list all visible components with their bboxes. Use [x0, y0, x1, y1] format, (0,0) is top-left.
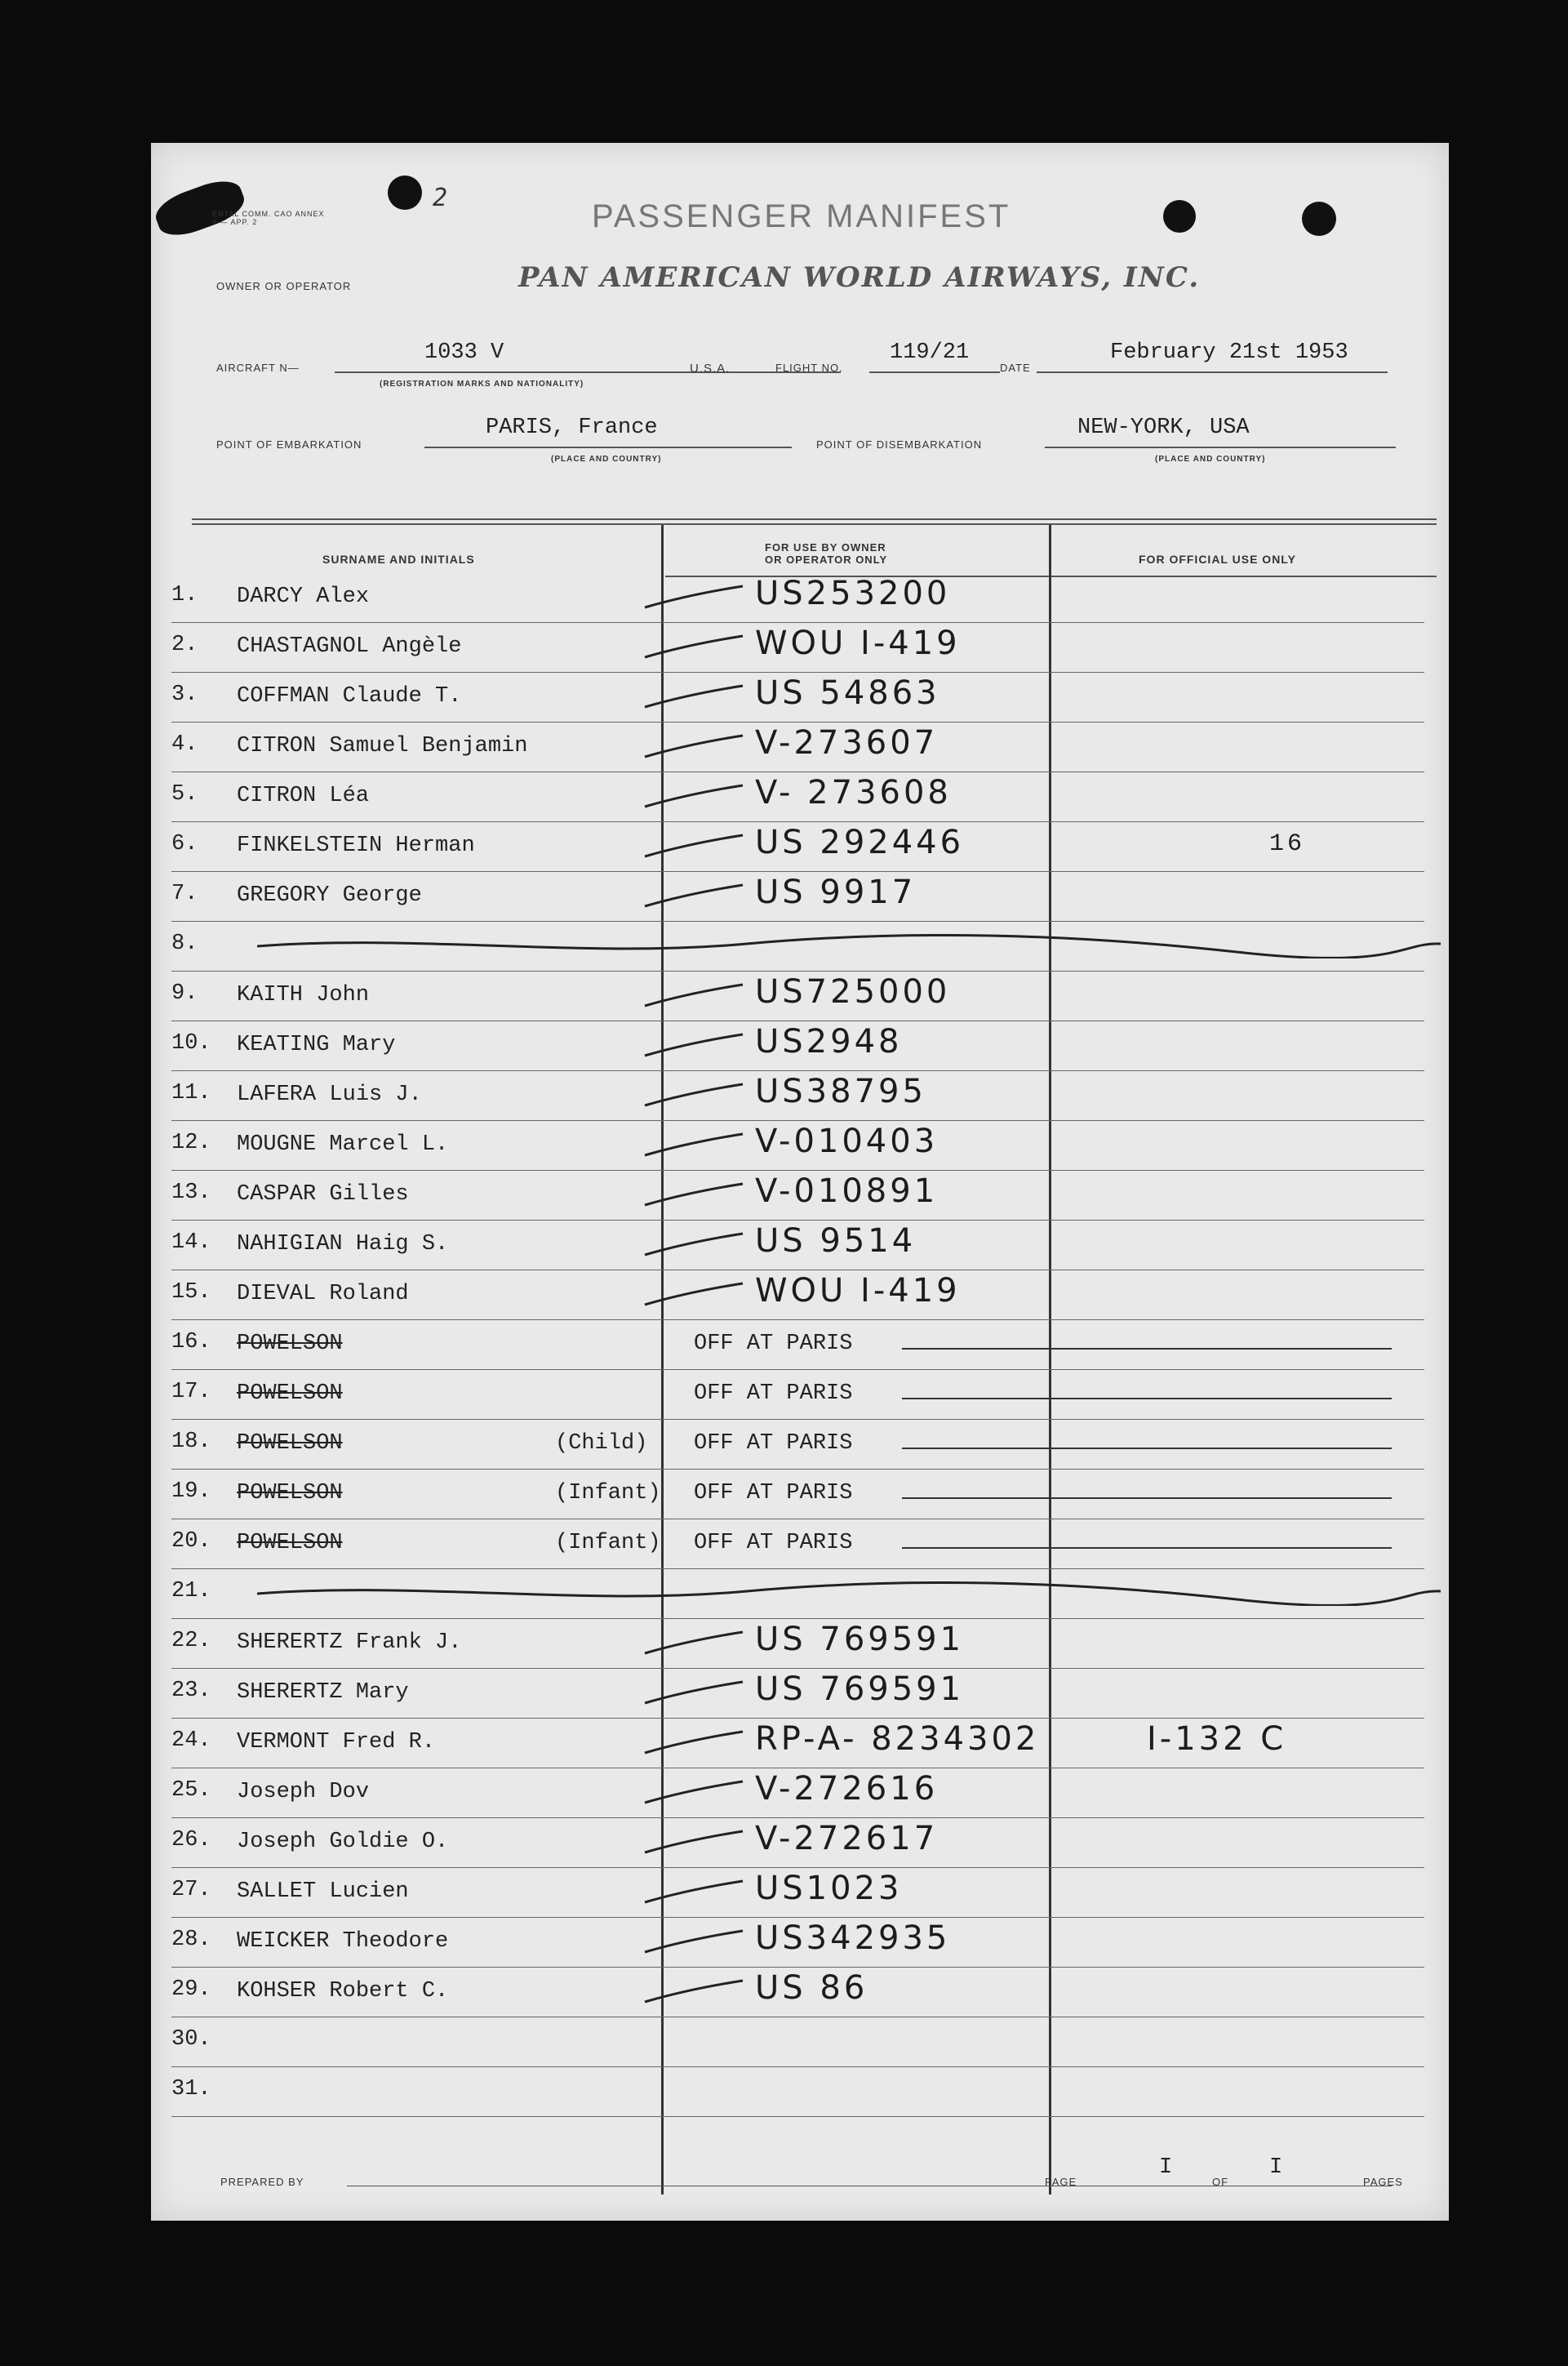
check-mark-icon: [641, 1725, 747, 1758]
table-row: [151, 1719, 1449, 1768]
row-number: 15.: [171, 1280, 211, 1305]
passenger-name: DIEVAL Roland: [237, 1282, 409, 1306]
check-mark-icon: [641, 1127, 747, 1160]
row-number: 14.: [171, 1230, 211, 1255]
table-row: [151, 1519, 1449, 1569]
disembarkation-value: NEW-YORK, USA: [1077, 416, 1250, 440]
table-row: [151, 1320, 1449, 1370]
of-value: I: [1269, 2155, 1283, 2180]
row-number: 27.: [171, 1878, 211, 1902]
table-row: [151, 1768, 1449, 1818]
official-entry: I-132 C: [1147, 1720, 1287, 1758]
passenger-name: MOUGNE Marcel L.: [237, 1132, 449, 1157]
row-number: 8.: [171, 932, 198, 956]
page-title: PASSENGER MANIFEST: [592, 198, 1011, 234]
check-mark-icon: [641, 829, 747, 861]
strike-line: [902, 1497, 1392, 1499]
column-header-official: FOR OFFICIAL USE ONLY: [1139, 553, 1296, 566]
operator-entry: V-272617: [755, 1820, 939, 1857]
row-number: 13.: [171, 1181, 211, 1205]
row-number: 11.: [171, 1081, 211, 1105]
row-number: 4.: [171, 732, 198, 757]
disembarkation-sub: (PLACE AND COUNTRY): [1155, 455, 1266, 464]
table-row: [151, 2017, 1449, 2067]
table-row: [151, 1370, 1449, 1420]
passenger-name: SHERERTZ Mary: [237, 1680, 409, 1705]
owner-label: OWNER OR OPERATOR: [216, 280, 352, 292]
table-row: [151, 723, 1449, 772]
row-number: 26.: [171, 1828, 211, 1852]
row-number: 24.: [171, 1728, 211, 1753]
flight-value: 119/21: [890, 340, 970, 365]
row-number: 18.: [171, 1430, 211, 1454]
punch-hole: [1163, 200, 1196, 233]
passenger-name: POWELSON: [237, 1531, 343, 1555]
embarkation-label: POINT OF EMBARKATION: [216, 438, 362, 451]
operator-entry: V-010891: [755, 1172, 939, 1210]
column-header-owner-1: FOR USE BY OWNER: [765, 541, 886, 554]
passenger-name: COFFMAN Claude T.: [237, 684, 462, 709]
table-row: [151, 2067, 1449, 2117]
row-number: 1.: [171, 583, 198, 607]
table-row: [151, 822, 1449, 872]
passenger-name: FINKELSTEIN Herman: [237, 834, 475, 858]
row-number: 23.: [171, 1679, 211, 1703]
operator-entry: OFF AT PARIS: [694, 1481, 853, 1505]
operator-entry: US 54863: [755, 674, 940, 712]
disembarkation-label: POINT OF DISEMBARKATION: [816, 438, 983, 451]
check-mark-icon: [641, 779, 747, 812]
operator-entry: OFF AT PARIS: [694, 1431, 853, 1456]
pages-label: PAGES: [1363, 2176, 1403, 2188]
operator-entry: US 9917: [755, 874, 917, 911]
strike-line: [902, 1348, 1392, 1350]
ink-blot: [388, 176, 422, 210]
row-number: 21.: [171, 1579, 211, 1603]
operator-entry: OFF AT PARIS: [694, 1381, 853, 1406]
row-number: 2.: [171, 633, 198, 657]
passenger-name: KOHSER Robert C.: [237, 1979, 449, 2004]
check-mark-icon: [641, 580, 747, 612]
check-mark-icon: [641, 1825, 747, 1857]
operator-entry: V-273607: [755, 724, 939, 762]
void-line: [257, 934, 1441, 958]
column-header-surname: SURNAME AND INITIALS: [322, 553, 475, 566]
table-row: [151, 872, 1449, 922]
operator-entry: US2948: [755, 1023, 903, 1061]
check-mark-icon: [641, 1227, 747, 1260]
operator-entry: OFF AT PARIS: [694, 1531, 853, 1555]
operator-entry: US 769591: [755, 1621, 965, 1658]
column-header-owner-2: OR OPERATOR ONLY: [765, 554, 888, 566]
check-mark-icon: [641, 629, 747, 662]
passenger-name: KEATING Mary: [237, 1033, 396, 1057]
usa-label: U.S.A.: [690, 362, 731, 376]
operator-entry: WOU I-419: [755, 625, 961, 662]
passenger-name: GREGORY George: [237, 883, 422, 908]
passenger-name: CITRON Léa: [237, 784, 370, 808]
aircraft-value: 1033 V: [424, 340, 504, 365]
table-row: [151, 1270, 1449, 1320]
aircraft-sub: (REGISTRATION MARKS AND NATIONALITY): [380, 380, 584, 389]
row-number: 31.: [171, 2077, 211, 2101]
of-label: OF: [1212, 2176, 1229, 2188]
table-row: [151, 1171, 1449, 1221]
passenger-name: NAHIGIAN Haig S.: [237, 1232, 449, 1256]
check-mark-icon: [641, 1974, 747, 2007]
passenger-name: LAFERA Luis J.: [237, 1083, 422, 1107]
passenger-name: POWELSON: [237, 1481, 343, 1505]
operator-entry: US38795: [755, 1073, 926, 1110]
table-row: [151, 922, 1449, 972]
table-row: [151, 1121, 1449, 1171]
table-row: [151, 1918, 1449, 1968]
operator-entry: US 86: [755, 1969, 868, 2007]
row-number: 12.: [171, 1131, 211, 1155]
strike-line: [902, 1547, 1392, 1549]
row-number: 6.: [171, 832, 198, 856]
check-mark-icon: [641, 1177, 747, 1210]
operator-entry: US725000: [755, 973, 951, 1011]
void-line: [257, 1581, 1441, 1606]
operator-entry: US342935: [755, 1919, 951, 1957]
operator-entry: OFF AT PARIS: [694, 1332, 853, 1356]
check-mark-icon: [641, 978, 747, 1011]
passenger-name: POWELSON: [237, 1431, 343, 1456]
table-row: [151, 1968, 1449, 2017]
row-number: 20.: [171, 1529, 211, 1554]
row-number: 17.: [171, 1380, 211, 1404]
table-row: [151, 1071, 1449, 1121]
check-mark-icon: [641, 1028, 747, 1061]
operator-entry: RP-A- 8234302: [755, 1720, 1040, 1758]
check-mark-icon: [641, 1078, 747, 1110]
check-mark-icon: [641, 878, 747, 911]
table-row: [151, 1569, 1449, 1619]
passenger-note: (Infant): [555, 1531, 661, 1555]
passenger-name: CASPAR Gilles: [237, 1182, 409, 1207]
row-number: 7.: [171, 882, 198, 906]
passenger-name: VERMONT Fred R.: [237, 1730, 436, 1754]
passenger-name: SALLET Lucien: [237, 1879, 409, 1904]
table-row: [151, 1818, 1449, 1868]
passenger-name: KAITH John: [237, 983, 370, 1007]
operator-entry: US 292446: [755, 824, 965, 861]
row-number: 25.: [171, 1778, 211, 1803]
row-number: 30.: [171, 2027, 211, 2052]
row-number: 29.: [171, 1977, 211, 2002]
operator-entry: WOU I-419: [755, 1272, 961, 1310]
table-row: [151, 1669, 1449, 1719]
table-row: [151, 673, 1449, 723]
operator-entry: V- 273608: [755, 774, 952, 812]
page-label: PAGE: [1045, 2176, 1077, 2188]
strike-line: [902, 1398, 1392, 1399]
check-mark-icon: [641, 1626, 747, 1658]
table-row: [151, 623, 1449, 673]
table-row: [151, 1021, 1449, 1071]
operator-entry: US 769591: [755, 1670, 965, 1708]
operator-entry: V-272616: [755, 1770, 939, 1808]
prepared-by-label: PREPARED BY: [220, 2176, 304, 2188]
punch-hole: [1302, 202, 1336, 236]
operator-entry: US1023: [755, 1870, 903, 1907]
operator-entry: V-010403: [755, 1123, 939, 1160]
ink-blot: [151, 174, 249, 243]
passenger-name: CHASTAGNOL Angèle: [237, 634, 462, 659]
official-entry: 16: [1269, 830, 1306, 858]
passenger-name: SHERERTZ Frank J.: [237, 1630, 462, 1655]
passenger-name: CITRON Samuel Benjamin: [237, 734, 528, 758]
row-number: 9.: [171, 981, 198, 1006]
check-mark-icon: [641, 1675, 747, 1708]
table-row: [151, 1868, 1449, 1918]
table-row: [151, 772, 1449, 822]
check-mark-icon: [641, 1775, 747, 1808]
check-mark-icon: [641, 729, 747, 762]
operator-entry: US253200: [755, 575, 951, 612]
passenger-name: DARCY Alex: [237, 585, 370, 609]
row-number: 3.: [171, 683, 198, 707]
embarkation-value: PARIS, France: [486, 416, 658, 440]
row-number: 19.: [171, 1479, 211, 1504]
company-name: PAN AMERICAN WORLD AIRWAYS, INC.: [518, 261, 1201, 294]
passenger-name: POWELSON: [237, 1381, 343, 1406]
page-value: I: [1159, 2155, 1173, 2180]
check-mark-icon: [641, 1277, 747, 1310]
passenger-name: Joseph Dov: [237, 1780, 370, 1804]
form-reference-mark: 2: [433, 184, 448, 212]
row-number: 28.: [171, 1928, 211, 1952]
date-value: February 21st 1953: [1110, 340, 1348, 365]
passenger-note: (Child): [555, 1431, 648, 1456]
table-row: [151, 1470, 1449, 1519]
passenger-name: WEICKER Theodore: [237, 1929, 449, 1954]
table-row: [151, 1221, 1449, 1270]
table-row: [151, 1420, 1449, 1470]
row-number: 5.: [171, 782, 198, 807]
check-mark-icon: [641, 679, 747, 712]
date-label: DATE: [1000, 362, 1031, 374]
flight-label: FLIGHT NO.: [775, 362, 843, 374]
table-row: [151, 573, 1449, 623]
passenger-name: Joseph Goldie O.: [237, 1830, 449, 1854]
form-reference: ENTAL COMM. CAO ANNEX 9 — APP. 2: [212, 210, 325, 226]
passenger-note: (Infant): [555, 1481, 661, 1505]
row-number: 10.: [171, 1031, 211, 1056]
row-number: 16.: [171, 1330, 211, 1354]
strike-line: [902, 1448, 1392, 1449]
operator-entry: US 9514: [755, 1222, 917, 1260]
table-row: [151, 1619, 1449, 1669]
row-number: 22.: [171, 1629, 211, 1653]
passenger-name: POWELSON: [237, 1332, 343, 1356]
table-row: [151, 972, 1449, 1021]
table-top-rule: [192, 518, 1437, 525]
aircraft-label: AIRCRAFT N—: [216, 362, 300, 374]
embarkation-sub: (PLACE AND COUNTRY): [551, 455, 662, 464]
manifest-sheet: [151, 143, 1449, 2221]
check-mark-icon: [641, 1875, 747, 1907]
check-mark-icon: [641, 1924, 747, 1957]
